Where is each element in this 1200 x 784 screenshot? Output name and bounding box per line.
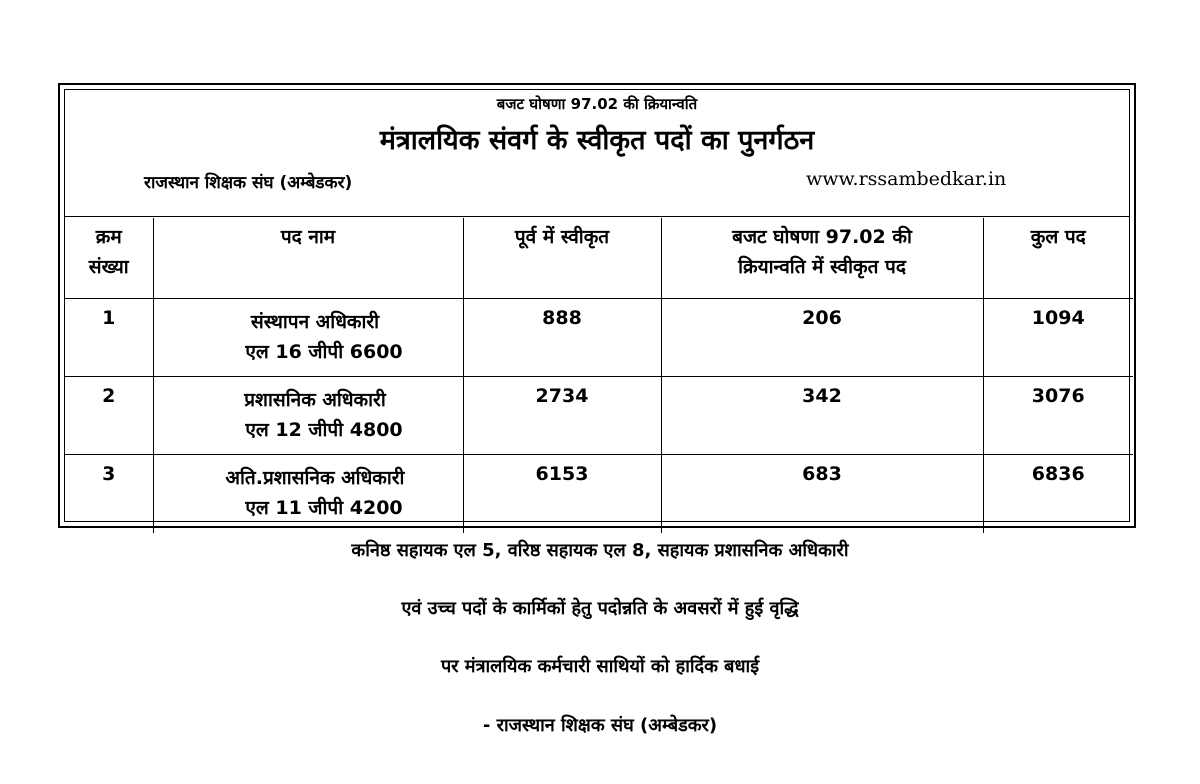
cell-new: 206 [661,299,983,377]
column-header-previous: पूर्व में स्वीकृत [463,218,661,299]
cell-previous: 2734 [463,377,661,455]
post-grade: एल 11 जीपी 4200 [245,497,403,519]
header-subtitle: बजट घोषणा 97.02 की क्रियान्वति [496,95,698,113]
post-title: संस्थापन अधिकारी [250,311,380,333]
table-header-row [65,218,1133,299]
post-title: अति.प्रशासनिक अधिकारी [225,467,405,489]
organization-name: राजस्थान शिक्षक संघ (अम्बेडकर) [144,173,353,193]
header-section [65,90,1129,217]
document-inner-frame [64,89,1130,522]
cell-total: 3076 [983,377,1133,455]
cell-serial: 2 [65,377,153,455]
footer-signature: - राजस्थान शिक्षक संघ (अम्बेडकर) [482,715,718,736]
cell-new: 342 [661,377,983,455]
column-header-serial: क्रम संख्या [65,218,153,299]
post-grade: एल 16 जीपी 6600 [245,341,403,363]
cell-previous: 6153 [463,455,661,533]
cell-previous: 888 [463,299,661,377]
cell-total: 1094 [983,299,1133,377]
table-row [65,299,1133,377]
website-url: www.rssambedkar.in [806,168,1007,190]
cell-serial: 3 [65,455,153,533]
cell-post-name [153,455,463,533]
post-grade: एल 12 जीपी 4800 [245,419,403,441]
page-title: मंत्रालयिक संवर्ग के स्वीकृत पदों का पुनर्गठन [379,125,815,156]
post-title: प्रशासनिक अधिकारी [244,389,386,411]
document-frame [58,83,1136,528]
cell-total: 6836 [983,455,1133,533]
footer-line-1: कनिष्ठ सहायक एल 5, वरिष्ठ सहायक एल 8, सहायक प्रशासनिक अधिकारी [351,540,849,561]
footer-line-3: पर मंत्रालयिक कर्मचारी साथियों को हार्दिक बधाई [440,656,760,677]
cell-new: 683 [661,455,983,533]
posts-table [65,218,1133,533]
column-header-new: बजट घोषणा 97.02 की क्रियान्वति में स्वीकृत पद [661,218,983,299]
table-row [65,455,1133,533]
table-row [65,377,1133,455]
footer-line-2: एवं उच्च पदों के कार्मिकों हेतु पदोन्नति के अवसरों में हुई वृद्धि [401,598,799,619]
column-header-post-name: पद नाम [153,218,463,299]
cell-post-name [153,377,463,455]
cell-serial: 1 [65,299,153,377]
column-header-total: कुल पद [983,218,1133,299]
cell-post-name [153,299,463,377]
